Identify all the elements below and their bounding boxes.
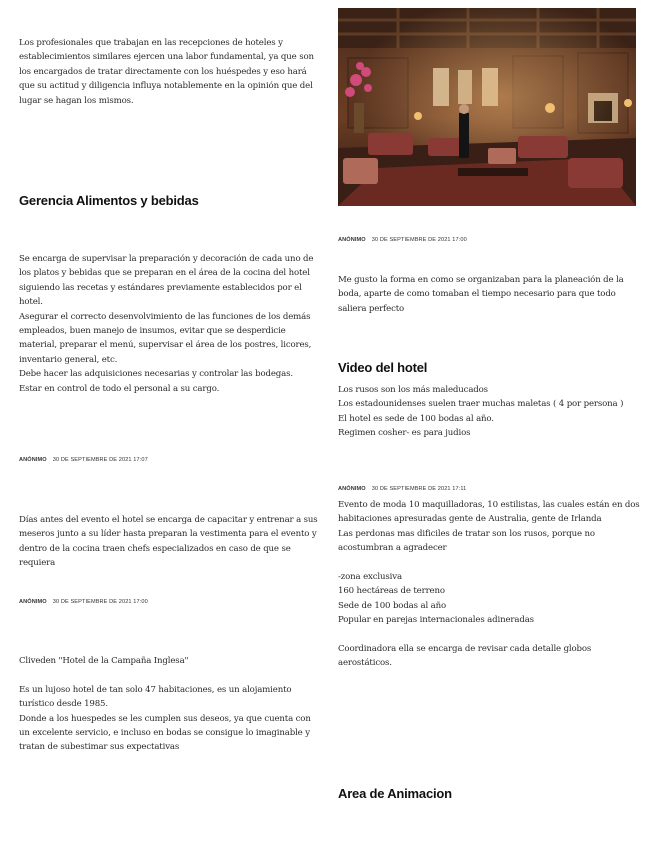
- post-meta: [338, 237, 467, 243]
- post-date: 30 DE SEPTIEMBRE DE 2021 17:07: [52, 457, 148, 463]
- intro-paragraph: Los profesionales que trabajan en las recepciones de hoteles y establecimientos similares ejercen una labor fundamental, ya que son los encargados de tratar directamente con los huéspedes y eso hará que su actitud y diligencia influya notablemente en la opinión que del lugar se hagan los mismos.: [19, 38, 314, 106]
- post-meta: [19, 457, 148, 463]
- post-date: 30 DE SEPTIEMBRE DE 2021 17:00: [371, 237, 467, 243]
- evento-paragraph: Días antes del evento el hotel se encarga de capacitar y entrenar a sus meseros junto a su líder hasta preparan la vestimenta para el evento y dentro de la cocina traen chefs especializados en caso de que se requiera: [19, 515, 318, 569]
- boda-paragraph: Me gusto la forma en como se organizaban para la planeación de la boda, aparte de como tomaban el tiempo necesario para que todo saliera perfecto: [338, 275, 624, 314]
- post-author: ANÓNIMO: [338, 237, 366, 243]
- hotel-lobby-photo: [338, 8, 636, 206]
- post-meta: [19, 599, 148, 605]
- post-author: ANÓNIMO: [19, 457, 47, 463]
- heading-animacion: Area de Animacion: [338, 786, 452, 801]
- post-date: 30 DE SEPTIEMBRE DE 2021 17:11: [371, 486, 467, 492]
- heading-video: Video del hotel: [338, 360, 428, 375]
- post-author: ANÓNIMO: [338, 486, 366, 492]
- moda-paragraph: Evento de moda 10 maquilladoras, 10 estilistas, las cuales están en dos habitaciones apresuradas gente de Australia, gente de Irlanda Las perdonas mas dificiles de tratar son los rusos, porque no acostumbran a agradecer -zona exclusiva 160 hectáreas de terreno Sede de 100 bodas al año Popular en parejas internacionales adineradas Coordinadora ella se encarga de revisar cada detalle globos aerostáticos.: [338, 500, 640, 669]
- post-meta: [338, 486, 466, 492]
- post-date: 30 DE SEPTIEMBRE DE 2021 17:00: [52, 599, 148, 605]
- gerencia-paragraph: Se encarga de supervisar la preparación y decoración de cada uno de los platos y bebidas que se preparan en el área de la cocina del hotel siguiendo las recetas y estándares previamente establecidos por el hotel. Asegurar el correcto desenvolvimiento de las funciones de los demás empleados, buen manejo de insumos, evitar que se desperdicie material, preparar el menú, supervisar el área de los postres, licores, inventario general, etc. Debe hacer las adquisiciones necesarias y controlar las bodegas. Estar en control de todo el personal a su cargo.: [19, 254, 314, 394]
- heading-gerencia: Gerencia Alimentos y bebidas: [19, 193, 199, 208]
- video-paragraph: Los rusos son los más maleducados Los estadounidenses suelen traer muchas maletas ( 4 por persona ) El hotel es sede de 100 bodas al año. Regimen cosher- es para judios: [338, 385, 624, 439]
- post-author: ANÓNIMO: [19, 599, 47, 605]
- cliveden-paragraph: Cliveden "Hotel de la Campaña Inglesa" Es un lujoso hotel de tan solo 47 habitaciones, es un alojamiento turístico desde 1985. Donde a los huespedes se les cumplen sus deseos, ya que cuenta con un excelente servicio, e incluso en bodas se consigue lo imaginable y tratan de subestimar sus expectativas: [19, 656, 311, 753]
